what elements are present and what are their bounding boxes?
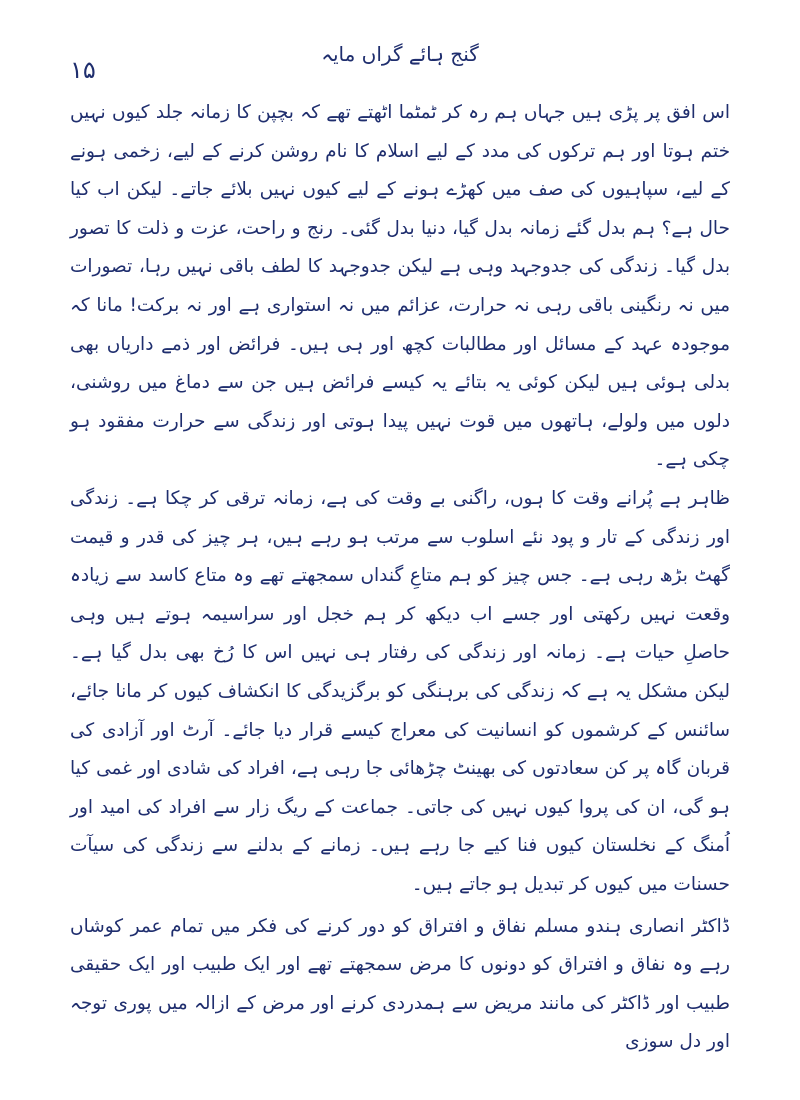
page-number: ۱۵ bbox=[70, 56, 96, 84]
main-text-block bbox=[70, 94, 730, 904]
book-page bbox=[40, 38, 760, 1068]
paragraph-2: ظاہر ہے پُرانے وقت کا ہوں، راگنی بے وقت کی ہے، زمانہ ترقی کر چکا ہے۔ زندگی اور زندگی کے تار و پود نئے اسلوب سے مرتب ہو رہے ہیں، ہر چیز کی قدر و قیمت گھٹ بڑھ رہی ہے۔ جس چیز کو ہم متاعِ گنداں سمجھتے تھے وہ متاع کاسد سے زیادہ وقعت نہیں رکھتی اور جسے اب دیکھ کر ہم خجل اور سراسیمہ ہوتے ہیں وہی حاصلِ حیات ہے۔ زمانہ اور زندگی کی رفتار ہی نہیں اس کا رُخ بھی بدل گیا ہے۔ لیکن مشکل یہ ہے کہ زندگی کی برہنگی کو برگزیدگی کا انکشاف کیوں کر مانا جائے، سائنس کے کرشموں کو انسانیت کی معراج کیسے قرار دیا جائے۔ آرٹ اور آزادی کی قربان گاہ پر کن سعادتوں کی بھینٹ چڑھائی جا رہی ہے، افراد کی شادی اور غمی کیا ہو گی، ان کی پروا کیوں نہیں کی جاتی۔ جماعت کے ریگ زار سے افراد کی امید اور اُمنگ کے نخلستان کیوں فنا کیے جا رہے ہیں۔ زمانے کے بدلنے سے زندگی کی سیآت حسنات میں کیوں کر تبدیل ہو جاتے ہیں۔ bbox=[70, 487, 730, 895]
running-title: گنج ہائے گراں مایہ bbox=[321, 42, 479, 66]
paragraph-3: ڈاکٹر انصاری ہندو مسلم نفاق و افتراق کو دور کرنے کی فکر میں تمام عمر کوشاں رہے وہ نفاق و افتراق کو دونوں کا مرض سمجھتے تھے اور ایک طبیب اور ایک حقیقی طبیب اور ڈاکٹر کی مانند مریض سے ہمدردی کرنے اور مرض کے ازالہ میں پوری توجہ اور دل سوزی bbox=[70, 915, 730, 1053]
paragraph-3-block bbox=[70, 889, 730, 1080]
paragraph-1: اس افق پر پڑی ہیں جہاں ہم رہ کر ٹمٹما اٹھتے تھے کہ بچپن کا زمانہ جلد کیوں نہیں ختم ہوتا اور ہم ترکوں کی مدد کے لیے اسلام کا نام روشن کرنے کے لیے، زخمی ہونے کے لیے، سپاہیوں کی صف میں کھڑے ہونے کے لیے کیوں نہیں بلائے جاتے۔ لیکن اب کیا حال ہے؟ ہم بدل گئے زمانہ بدل گیا، دنیا بدل گئی۔ رنج و راحت، عزت و ذلت کا تصور بدل گیا۔ زندگی کی جدوجہد وہی ہے لیکن جدوجہد کا لطف باقی نہیں رہا، تصورات میں نہ رنگینی باقی رہی نہ حرارت، عزائم میں نہ استواری ہے اور نہ برکت! مانا کہ موجودہ عہد کے مسائل اور مطالبات کچھ اور ہی ہیں۔ فرائض اور ذمے داریاں بھی بدلی ہوئی ہیں لیکن کوئی یہ بتائے یہ کیسے فرائض ہیں جن سے دماغ میں روشنی، دلوں میں ولولے، ہاتھوں میں قوت نہیں پیدا ہوتی اور زندگی سے حرارت مفقود ہو چکی ہے۔ bbox=[70, 102, 730, 471]
page-header bbox=[40, 38, 760, 84]
